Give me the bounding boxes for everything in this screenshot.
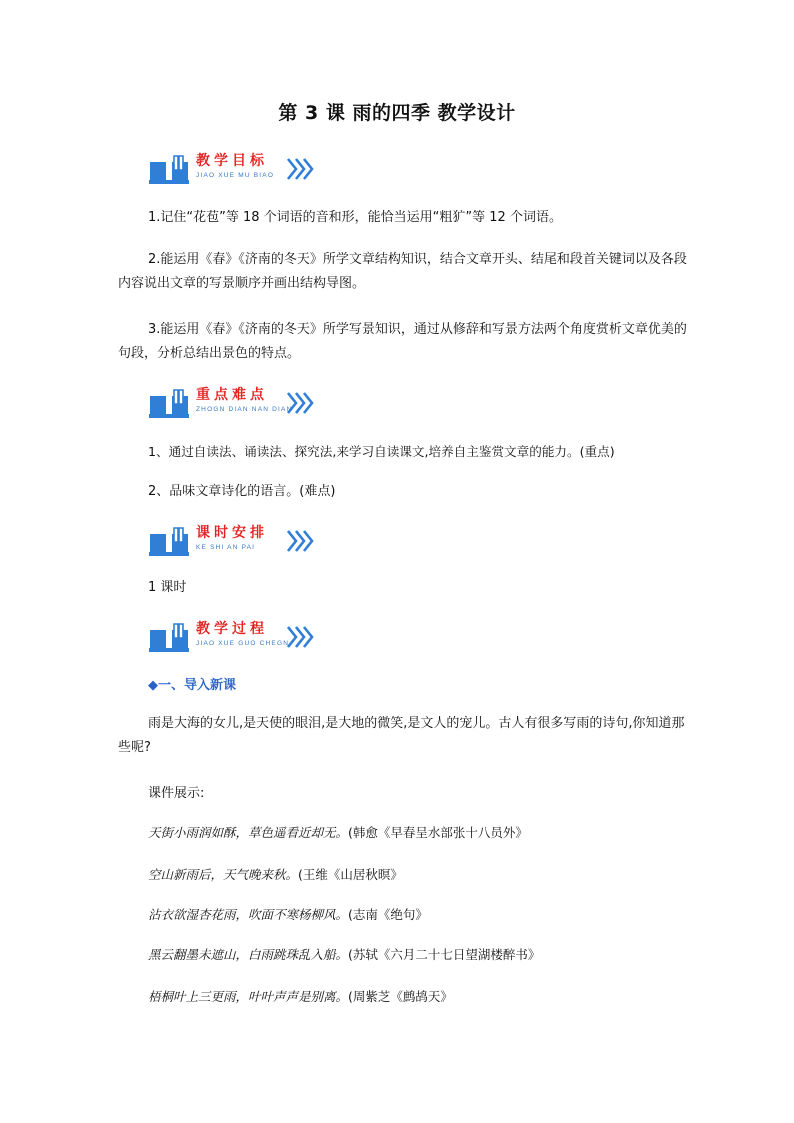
section-header-goals <box>148 152 328 186</box>
section-pinyin: JIAO XUE GUO CHEGN <box>196 640 290 647</box>
section-header-time <box>148 524 328 558</box>
goal-1: 1.记住“花苞”等 18 个词语的音和形，能恰当运用“粗犷”等 12 个词语。 <box>148 210 562 225</box>
poem-line <box>148 986 453 1008</box>
courseware-label: 课件展示: <box>148 786 205 801</box>
book-icon <box>148 386 190 420</box>
section-title: 教学目标 <box>196 153 268 169</box>
section-pinyin: KE SHI AN PAI <box>196 544 256 551</box>
step-heading: ◆一、导入新课 <box>148 678 236 693</box>
section-header-keys <box>148 386 328 420</box>
lesson-duration: 1 课时 <box>148 580 187 595</box>
key-point-2: 2、品味文章诗化的语言。(难点) <box>148 484 336 499</box>
intro-paragraph: 雨是大海的女儿,是天使的眼泪,是大地的微笑,是文人的宠儿。古人有很多写雨的诗句,你知道那些呢? <box>118 716 685 755</box>
section-title: 教学过程 <box>196 621 268 637</box>
poem-line <box>148 944 540 966</box>
chevron-right-icon <box>286 390 314 416</box>
poem-verse: 沾衣欲湿杏花雨，吹面不寒杨柳风。 <box>148 907 349 922</box>
book-icon <box>148 152 190 186</box>
poem-line <box>148 822 528 844</box>
poem-verse: 空山新雨后，天气晚来秋。 <box>148 867 299 882</box>
section-header-process <box>148 620 328 654</box>
goal-3: 3.能运用《春》《济南的冬天》所学写景知识，通过从修辞和写景方法两个角度赏析文章优美的句段，分析总结出景色的特点。 <box>118 322 687 361</box>
poem-source: (志南《绝句》 <box>348 907 428 922</box>
chevron-right-icon <box>286 156 314 182</box>
poem-source: (王维《山居秋暝》 <box>298 867 403 882</box>
goal-2: 2.能运用《春》《济南的冬天》所学文章结构知识，结合文章开头、结尾和段首关键词以及各段内容说出文章的写景顺序并画出结构导图。 <box>118 252 687 291</box>
section-pinyin: JIAO XUE MU BIAO <box>196 172 275 179</box>
chevron-right-icon <box>286 624 314 650</box>
page-title: 第 3 课 雨的四季 教学设计 <box>278 102 516 124</box>
book-icon <box>148 620 190 654</box>
poem-verse: 天街小雨润如酥，草色遥看近却无。 <box>148 825 349 840</box>
section-title: 重点难点 <box>196 387 268 403</box>
poem-verse: 梧桐叶上三更雨，叶叶声声是别离。 <box>148 989 349 1004</box>
poem-line <box>148 864 403 886</box>
poem-source: (韩愈《早春呈水部张十八员外》 <box>348 825 528 840</box>
book-icon <box>148 524 190 558</box>
section-pinyin: ZHOGN DIAN NAN DIAN <box>196 406 293 413</box>
key-point-1: 1、通过自读法、诵读法、探究法,来学习自读课文,培养自主鉴赏文章的能力。(重点) <box>148 444 615 459</box>
poem-verse: 黑云翻墨未遮山，白雨跳珠乱入船。 <box>148 947 349 962</box>
chevron-right-icon <box>286 528 314 554</box>
poem-line <box>148 904 428 926</box>
poem-source: (周紫芝《鹧鸪天》 <box>348 989 453 1004</box>
poem-source: (苏轼《六月二十七日望湖楼醉书》 <box>348 947 541 962</box>
section-title: 课时安排 <box>196 525 268 541</box>
